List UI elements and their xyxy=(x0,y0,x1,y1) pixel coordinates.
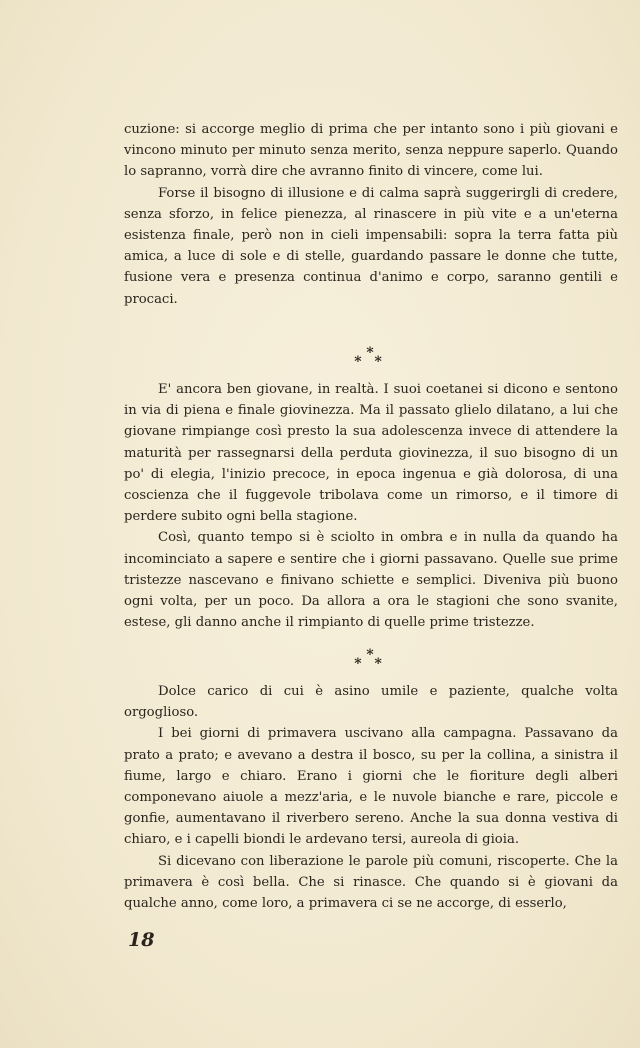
section-1 xyxy=(124,119,618,310)
asterism-separator xyxy=(340,647,400,672)
paragraph: Si dicevano con liberazione le parole più comuni, riscoperte. Che la primavera è così bella. Che si rinasce. Che quando si è giovani da qualche anno, come loro, a primavera ci se ne accorge, di esserlo, xyxy=(124,853,618,912)
section-2 xyxy=(124,379,618,633)
paragraph: Così, quanto tempo si è sciolto in ombra e in nulla da quando ha incominciato a sapere e sentire che i giorni passavano. Quelle sue prime tristezze nascevano e finivano schiette e semplici. Diveniva più buono ogni volta, per un poco. Da allora a ora le stagioni che sono svanite, estese, gli danno anche il rimpianto di quelle prime tristezze. xyxy=(124,530,618,631)
section-3 xyxy=(124,681,618,914)
paragraph: Dolce carico di cui è asino umile e paziente, qualche volta orgoglioso. xyxy=(124,684,618,721)
paragraph: I bei giorni di primavera uscivano alla campagna. Passavano da prato a prato; e avevano a destra il bosco, su per la collina, a sinistra il fiume, largo e chiaro. Erano i giorni che le fioriture degli alberi componevano aiuole a mezz'aria, e le nuvole bianche e rare, piccole e gonfie, aumentavano il riverbero sereno. Anche la sua donna vestiva di chiaro, e i capelli biondi le ardevano tersi, aureola di gioia. xyxy=(124,726,618,848)
asterism-star: * xyxy=(366,647,374,663)
asterism-stars-pair: * * xyxy=(354,354,386,370)
paragraph: E' ancora ben giovane, in realtà. I suoi coetanei si dicono e sentono in via di piena e finale giovinezza. Ma il passato glielo dilatano, a lui che giovane rimpiange così presto la sua adolescenza invece di attendere la maturità per rassegnarsi della perduta giovinezza, il suo bisogno di un po' di elegia, l'inizio precoce, in epoca ingenua e già dolorosa, di una coscienza che il fuggevole tribolava come un rimorso, e il timore di perdere subito ogni bella stagione. xyxy=(124,382,618,525)
asterism-separator xyxy=(340,345,400,370)
asterism-stars-pair: * * xyxy=(354,656,386,672)
paragraph-continuation: cuzione: si accorge meglio di prima che per intanto sono i più giovani e vincono minuto per minuto senza merito, senza neppure saperlo. Quando lo sapranno, vorrà dire che avranno finito di vincere, come lui. xyxy=(124,122,618,180)
paragraph: Forse il bisogno di illusione e di calma saprà suggerirgli di credere, senza sforzo, in felice pienezza, al rinascere in più vite e a un'eterna esistenza finale, però non in cieli impensabili: sopra la terra fatta più amica, a luce di sole e di stelle, guardando passare le donne che tutte, fusione vera e presenza continua d'animo e corpo, saranno gentili e procaci. xyxy=(124,185,618,307)
asterism-star: * xyxy=(366,345,374,361)
page-number: 18 xyxy=(128,929,155,951)
